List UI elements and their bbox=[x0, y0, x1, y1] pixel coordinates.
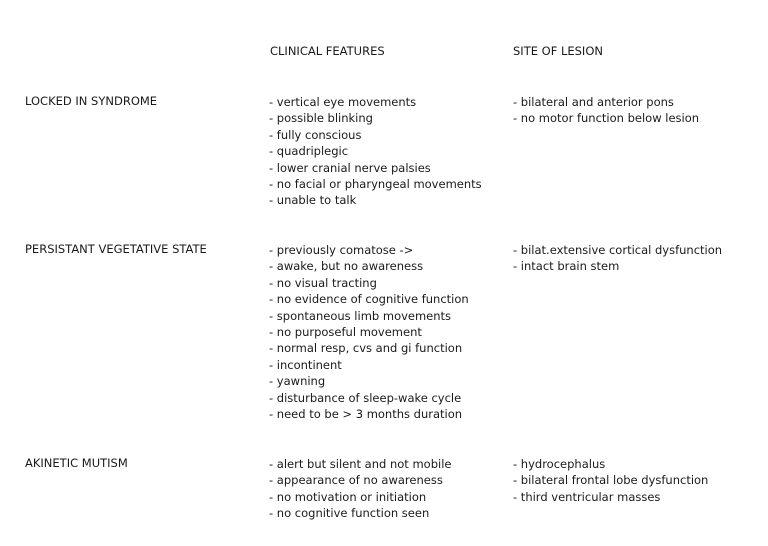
site-item: - bilateral and anterior pons bbox=[513, 95, 674, 109]
header-clinical-features: CLINICAL FEATURES bbox=[270, 44, 385, 58]
feature-item: - incontinent bbox=[269, 357, 342, 372]
site-item: - hydrocephalus bbox=[513, 457, 606, 471]
feature-item: - no motivation or initiation bbox=[269, 489, 427, 504]
clinical-features-list bbox=[269, 242, 469, 422]
feature-item: - previously comatose -> bbox=[269, 243, 414, 257]
feature-item: - no facial or pharyngeal movements bbox=[269, 176, 482, 191]
feature-item: - quadriplegic bbox=[269, 144, 349, 159]
feature-item: - disturbance of sleep-wake cycle bbox=[269, 390, 462, 405]
site-item: - third ventricular masses bbox=[513, 489, 661, 504]
feature-item: - fully conscious bbox=[269, 127, 362, 142]
feature-item: - no visual tracting bbox=[269, 275, 377, 290]
feature-item: - possible blinking bbox=[269, 111, 373, 126]
feature-item: - unable to talk bbox=[269, 193, 357, 208]
site-item: - intact brain stem bbox=[513, 259, 620, 274]
feature-item: - no cognitive function seen bbox=[269, 506, 430, 521]
feature-item: - awake, but no awareness bbox=[269, 259, 424, 274]
condition-name: AKINETIC MUTISM bbox=[25, 456, 128, 470]
site-of-lesion-list bbox=[513, 456, 708, 505]
site-item: - bilateral frontal lobe dysfunction bbox=[513, 473, 709, 488]
site-of-lesion-list bbox=[513, 242, 722, 275]
site-item: - bilat.extensive cortical dysfunction bbox=[513, 243, 723, 257]
condition-name: PERSISTANT VEGETATIVE STATE bbox=[25, 242, 207, 256]
site-of-lesion-list bbox=[513, 94, 699, 127]
feature-item: - vertical eye movements bbox=[269, 95, 417, 109]
feature-item: - lower cranial nerve palsies bbox=[269, 160, 431, 175]
clinical-features-list bbox=[269, 456, 451, 522]
feature-item: - need to be > 3 months duration bbox=[269, 406, 463, 421]
header-site-of-lesion: SITE OF LESION bbox=[513, 44, 603, 58]
feature-item: - appearance of no awareness bbox=[269, 473, 443, 488]
feature-item: - normal resp, cvs and gi function bbox=[269, 341, 463, 356]
condition-name: LOCKED IN SYNDROME bbox=[25, 94, 158, 108]
site-item: - no motor function below lesion bbox=[513, 111, 700, 126]
clinical-features-list bbox=[269, 94, 482, 209]
feature-item: - alert but silent and not mobile bbox=[269, 457, 452, 471]
feature-item: - no evidence of cognitive function bbox=[269, 292, 469, 307]
feature-item: - no purposeful movement bbox=[269, 324, 422, 339]
feature-item: - spontaneous limb movements bbox=[269, 308, 452, 323]
feature-item: - yawning bbox=[269, 374, 326, 389]
